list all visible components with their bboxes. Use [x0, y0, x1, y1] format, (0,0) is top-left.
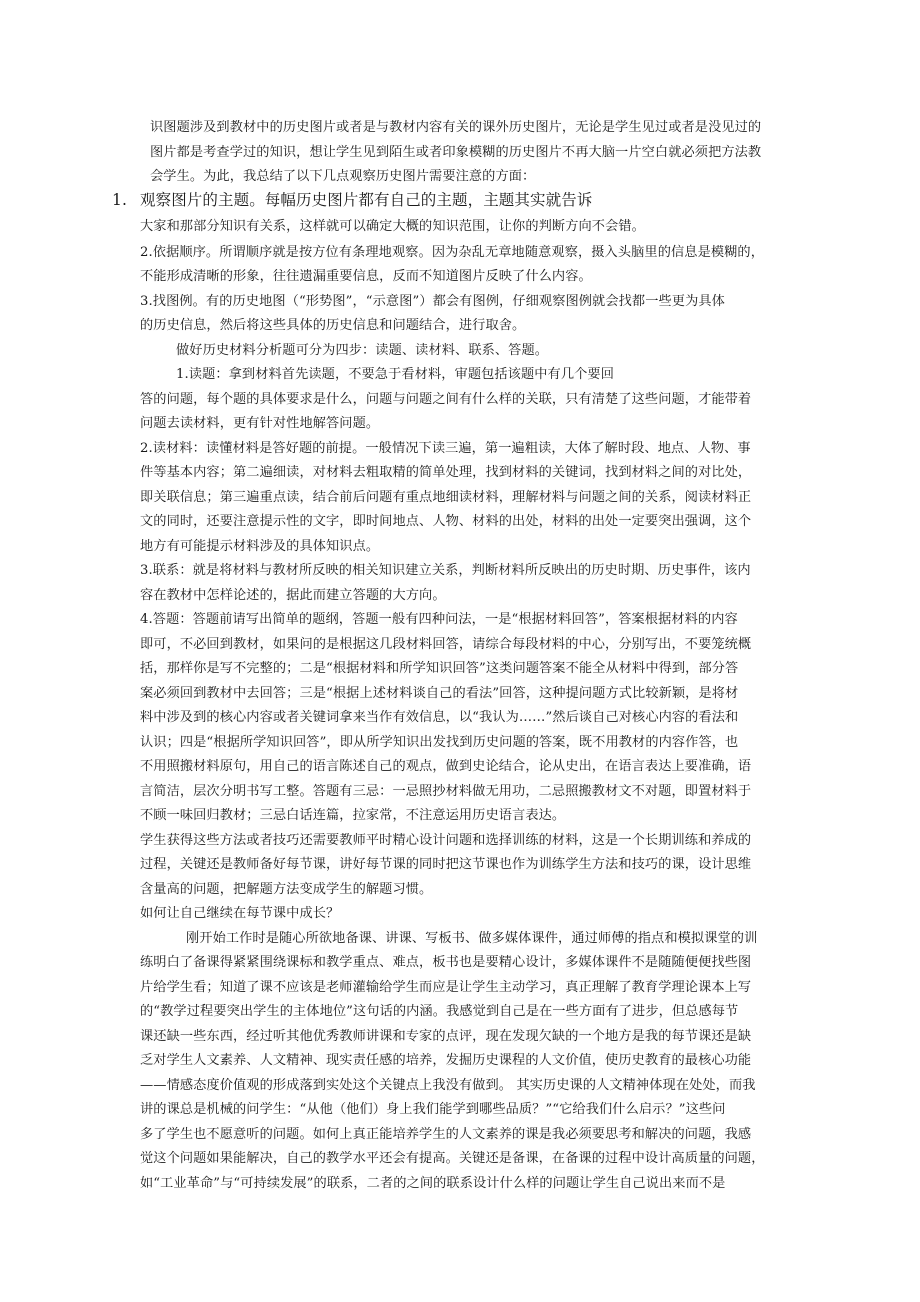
- steps-line: 不用照搬材料原句，用自己的语言陈述自己的观点，做到史论结合，论从史出，在语言表达上要准确，语: [140, 759, 752, 774]
- growth-line: 多了学生也不愿意听的问题。如何上真正能培养学生的人文素养的课是我必须要思考和解决的问题，我感: [140, 1127, 752, 1142]
- steps-line: 言简洁，层次分明书写工整。答题有三忌：一忌照抄材料做无用功，二忌照搬教材文不对题，即置材料于: [140, 784, 752, 799]
- steps-line: 过程，关键还是教师备好每节课，讲好每节课的同时把这节课也作为训练学生方法和技巧的课，设计思维: [140, 857, 752, 872]
- body-line: 的历史信息，然后将这些具体的历史信息和问题结合，进行取舍。: [140, 318, 526, 333]
- steps-line: 件等基本内容；第二遍细读，对材料去粗取精的简单处理，找到材料的关键词，找到材料之间的对比处，: [140, 465, 752, 480]
- growth-line: 的“教学过程要突出学生的主体地位”这句话的内涵。我感觉到自己是在一些方面有了进步，但总感每节: [140, 1004, 739, 1019]
- growth-line: 乏对学生人文素养、人文精神、现实责任感的培养，发掘历史课程的人文价值，使历史教育的最核心功能: [140, 1053, 752, 1068]
- steps-line: 地方有可能提示材料涉及的具体知识点。: [140, 539, 380, 554]
- steps-line: 括，那样你是写不完整的；二是“根据材料和所学知识回答”这类问题答案不能全从材料中得到，部分答: [140, 661, 739, 676]
- steps-line: 3.联系：就是将材料与教材所反映的相关知识建立关系，判断材料所反映出的历史时期、历史事件，该内: [140, 563, 751, 578]
- steps-line: 4.答题：答题前请写出简单的题纲，答题一般有四种问法，一是“根据材料回答”，答案根据材料的内容: [140, 612, 738, 627]
- body-line: 不能形成清晰的形象，往往遗漏重要信息，反而不知道图片反映了什么内容。: [140, 269, 592, 284]
- steps-line: 认识；四是“根据所学知识回答”，即从所学知识出发找到历史问题的答案，既不用教材的内容作答，也: [140, 735, 739, 750]
- growth-line: 讲的课总是机械的问学生：“从他（他们）身上我们能学到哪些品质？”“它给我们什么启示？”这些问: [140, 1102, 726, 1117]
- section-heading: 如何让自己继续在每节课中成长？: [140, 906, 340, 921]
- growth-line: 练明白了备课得紧紧围绕课标和教学重点、难点，板书也是要精心设计，多媒体课件不是随随便便找些图: [140, 955, 752, 970]
- growth-line: 片给学生看；知道了课不应该是老师灌输给学生而应是让学生主动学习，真正理解了教育学理论课本上写: [140, 980, 752, 995]
- steps-line: 含量高的问题，把解题方法变成学生的解题习惯。: [140, 882, 433, 897]
- growth-first-line: 刚开始工作时是随心所欲地备课、讲课、写板书、做多媒体课件，通过师傅的指点和模拟课堂的训: [186, 931, 758, 946]
- intro-line-2: 图片都是考查学过的知识，想让学生见到陌生或者印象模糊的历史图片不再大脑一片空白就必须把方法教: [150, 145, 762, 160]
- body-line: 2.依据顺序。所谓顺序就是按方位有条理地观察。因为杂乱无章地随意观察，摄入头脑里的信息是模糊的，: [140, 245, 765, 260]
- steps-line: 不顾一味回归教材；三忌白话连篇，拉家常，不注意运用历史语言表达。: [140, 808, 566, 823]
- body-line: 3.找图例。有的历史地图（“形势图”，“示意图”）都会有图例，仔细观察图例就会找都一些更为具体: [140, 294, 725, 309]
- steps-line: 答的问题，每个题的具体要求是什么，问题与问题之间有什么样的关联，只有清楚了这些问题，才能带着: [140, 392, 752, 407]
- steps-line: 学生获得这些方法或者技巧还需要教师平时精心设计问题和选择训练的材料，这是一个长期训练和养成的: [140, 833, 752, 848]
- steps-line: 2.读材料：读懂材料是答好题的前提。一般情况下读三遍，第一遍粗读，大体了解时段、地点、人物、事: [140, 441, 751, 456]
- heading-1: [112, 192, 592, 209]
- growth-line: 如“工业革命”与“可持续发展”的联系，二者的之间的联系设计什么样的问题让学生自己说出来而不是: [140, 1176, 726, 1191]
- growth-line: 课还缺一些东西，经过听其他优秀教师讲课和专家的点评，现在发现欠缺的一个地方是我的每节课还是缺: [140, 1029, 752, 1044]
- steps-line: 料中涉及到的核心内容或者关键词拿来当作有效信息，以“我认为……”然后谈自己对核心内容的看法和: [140, 710, 739, 725]
- intro-line-3: 会学生。为此，我总结了以下几点观察历史图片需要注意的方面：: [150, 169, 536, 184]
- steps-line: 容在教材中怎样论述的，据此而建立答题的大方向。: [140, 588, 446, 603]
- body-line: 大家和那部分知识有关系，这样就可以确定大概的知识范围，让你的判断方向不会错。: [140, 219, 645, 234]
- heading-1-number: 1.: [112, 191, 127, 209]
- steps-line: 问题去读材料，更有针对性地解答问题。: [140, 416, 380, 431]
- growth-line: 觉这个问题如果能解决，自己的教学水平还会有提高。关键还是备课，在备课的过程中设计高质量的问题，: [140, 1151, 765, 1166]
- steps-line: 即关联信息；第三遍重点读，结合前后问题有重点地细读材料，理解材料与问题之间的关系，阅读材料正: [140, 490, 752, 505]
- step-1-line: 1.读题：拿到材料首先读题，不要急于看材料，审题包括该题中有几个要回: [176, 367, 614, 382]
- growth-line: ——情感态度价值观的形成落到实处这个关键点上我没有做到。 其实历史课的人文精神体现在处处，而我: [140, 1078, 756, 1093]
- steps-line: 文的同时，还要注意提示性的文字，即时间地点、人物、材料的出处，材料的出处一定要突出强调，这个: [140, 514, 752, 529]
- steps-line: 案必须回到教材中去回答；三是“根据上述材料谈自己的看法”回答，这种提问题方式比较新颖，是将材: [140, 686, 739, 701]
- steps-intro: 做好历史材料分析题可分为四步：读题、读材料、联系、答题。: [176, 343, 549, 358]
- heading-1-text: 观察图片的主题。每幅历史图片都有自己的主题，主题其实就告诉: [140, 191, 593, 209]
- intro-line-1: 识图题涉及到教材中的历史图片或者是与教材内容有关的课外历史图片，无论是学生见过或者是没见过的: [150, 120, 762, 135]
- steps-line: 即可，不必回到教材，如果问的是根据这几段材料回答，请综合每段材料的中心，分别写出，不要笼统概: [140, 637, 752, 652]
